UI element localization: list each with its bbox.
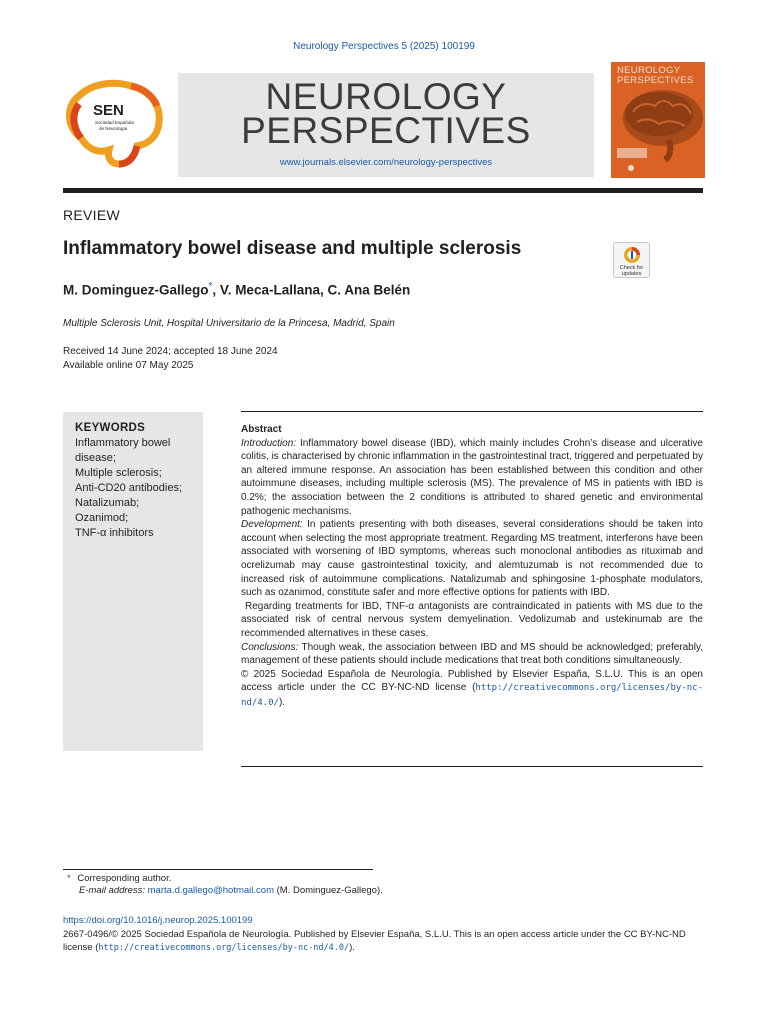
issn-end: ).	[349, 942, 355, 953]
introduction-text: Inflammatory bowel disease (IBD), which mainly includes Crohn’s disease and ulcerative colitis, is characterised by chronic inflammation in the gastrointestinal tract, triggered and perpetuated by an altered immune response. An association has been established between this condition and other autoimmune diseases, including multiple sclerosis (MS). The prevalence of MS in patients with IBD is 0.2%; the association between the 2 conditions is attributed to shared genetic and environmental pathogenic mechanisms.	[241, 437, 703, 517]
header-divider	[63, 188, 703, 193]
journal-title-line1: NEUROLOGY	[265, 76, 507, 117]
development-text: In patients presenting with both diseases, several considerations should be taken into account when selecting the most appropriate treatment. Regarding MS treatment, interferons have been associated with worsening of IBD symptoms, whereas such monoclonal antibodies as rituximab and ocrelizumab may cause gastrointestinal toxicity, and alemtuzumab is not recommended due to increased risk of autoimmune complications. Natalizumab and sphingosine 1-phosphate modulators, such as ozanimod, constitute safer and more effective options for patients with IBD.	[241, 519, 703, 599]
keyword-item: Natalizumab;	[75, 497, 140, 509]
check-for-updates-button[interactable]	[613, 242, 650, 278]
abstract-top-rule	[241, 411, 703, 412]
abstract	[241, 423, 703, 710]
sen-logo-line1: Sociedad Española	[95, 120, 134, 125]
abstract-development	[241, 518, 703, 600]
development-label: Development:	[241, 519, 303, 531]
email-label: E-mail address:	[79, 885, 145, 896]
abstract-heading: Abstract	[241, 424, 282, 435]
abstract-introduction	[241, 437, 703, 519]
abstract-copyright	[241, 668, 703, 711]
footnote-mark: *	[67, 873, 71, 884]
doi-link[interactable]: https://doi.org/10.1016/j.neurop.2025.100199	[63, 915, 253, 926]
email-link[interactable]: marta.d.gallego@hotmail.com	[147, 885, 274, 896]
corresponding-author-text: Corresponding author.	[77, 873, 172, 884]
sen-logo-line2: de Neurología	[99, 126, 128, 131]
keyword-item: Ozanimod;	[75, 512, 129, 524]
cover-title-line1: NEUROLOGY	[617, 65, 681, 76]
introduction-label: Introduction:	[241, 437, 297, 449]
keyword-item: Anti-CD20 antibodies;	[75, 482, 183, 494]
footer-license-link[interactable]: http://creativecommons.org/licenses/by-nc-nd/4.0/	[98, 943, 350, 953]
sen-society-logo	[63, 76, 168, 171]
article-type-label: REVIEW	[63, 207, 121, 223]
conclusions-text: Though weak, the association between IBD and MS should be acknowledged; preferably, management of these patients should include medications that treat both conditions simultaneously.	[241, 641, 703, 667]
check-updates-line1: Check for	[619, 265, 644, 271]
keywords-heading: KEYWORDS	[75, 422, 146, 434]
author-name: M. Dominguez-Gallego	[63, 282, 209, 298]
copyright-text: © 2025 Sociedad Española de Neurología. Published by Elsevier España, S.L.U. This is an open access article under the CC BY-NC-ND license (	[241, 668, 703, 694]
available-online-date: Available online 07 May 2025	[63, 360, 194, 371]
email-address-note	[79, 885, 383, 896]
cover-title-line2: PERSPECTIVES	[617, 75, 694, 86]
article-title: Inflammatory bowel disease and multiple sclerosis	[63, 238, 522, 259]
check-updates-line2: updates	[621, 271, 642, 277]
issn-copyright	[63, 928, 708, 955]
keyword-item: TNF-α inhibitors	[75, 527, 154, 539]
footnote-rule	[63, 869, 373, 870]
abstract-development-2: Regarding treatments for IBD, TNF-α antagonists are contraindicated in patients with MS due to the associated risk of central nervous system demyelination. Vedolizumab and ustekinumab are the recommended alternatives in these cases.	[241, 600, 703, 639]
corresponding-author-mark[interactable]: *	[208, 281, 213, 292]
check-updates-icon	[623, 246, 641, 264]
sen-acronym: SEN	[93, 102, 124, 119]
affiliation: Multiple Sclerosis Unit, Hospital Universitario de la Princesa, Madrid, Spain	[63, 318, 395, 329]
keywords-box	[63, 412, 203, 751]
keyword-item: Multiple sclerosis;	[75, 467, 162, 479]
email-owner: (M. Dominguez-Gallego).	[273, 885, 383, 896]
corresponding-author-note	[67, 873, 171, 884]
received-dates: Received 14 June 2024; accepted 18 June 2024	[63, 346, 278, 357]
issn-text: 2667-0496/© 2025 Sociedad Española de Neurología. Published by Elsevier España, S.L.U. This is an open access article under the CC BY-NC-ND license (	[63, 929, 686, 953]
conclusions-label: Conclusions:	[241, 641, 299, 653]
license-link[interactable]: http://creativecommons.org/licenses/by-nc-nd/4.0/	[241, 683, 703, 708]
author-names-rest: , V. Meca-Lallana, C. Ana Belén	[212, 282, 411, 298]
keyword-item: Inflammatory bowel disease;	[75, 437, 171, 464]
author-list	[63, 281, 410, 298]
journal-url-link[interactable]: www.journals.elsevier.com/neurology-perspectives	[279, 157, 493, 168]
journal-title-line2: PERSPECTIVES	[241, 110, 531, 151]
abstract-conclusions	[241, 641, 703, 668]
abstract-bottom-rule	[241, 766, 703, 767]
copyright-end: ).	[278, 696, 286, 708]
journal-reference-link[interactable]: Neurology Perspectives 5 (2025) 100199	[293, 41, 475, 52]
journal-banner	[178, 73, 594, 177]
journal-cover-image[interactable]	[611, 62, 705, 178]
